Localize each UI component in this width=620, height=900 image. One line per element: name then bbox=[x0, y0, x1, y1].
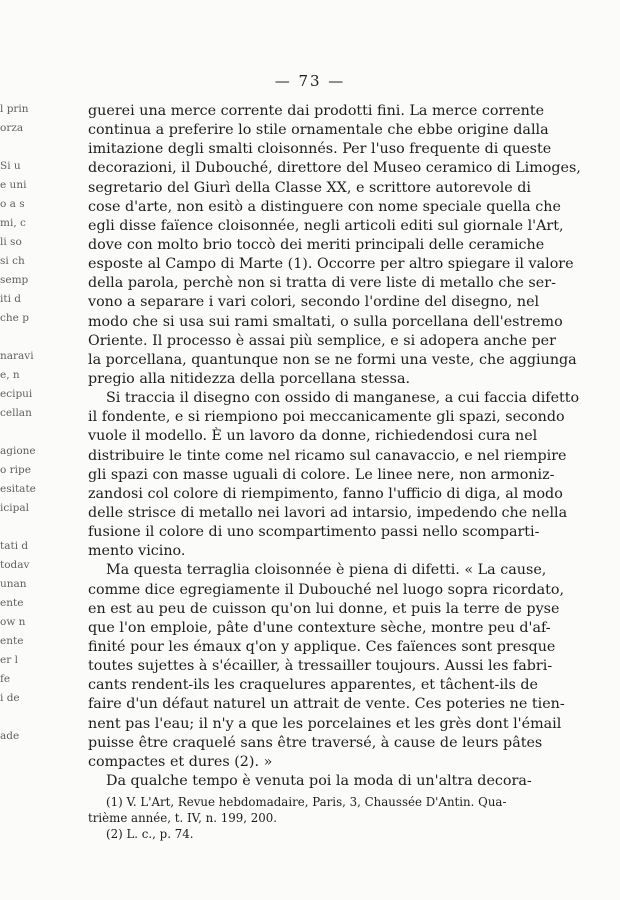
margin-fragment: ente bbox=[0, 597, 24, 609]
text-line: Si traccia il disegno con ossido di manganese, a cui faccia difetto bbox=[106, 390, 580, 407]
paragraph bbox=[88, 561, 565, 772]
text-line: guerei una merce corrente dai prodotti fini. La merce corrente bbox=[88, 103, 545, 119]
text-line: vuole il modello. È un lavoro da donne, richiedendosi cura nel bbox=[88, 428, 538, 445]
margin-fragment: mi, c bbox=[0, 217, 26, 229]
text-line: decorazioni, il Dubouché, direttore del Museo ceramico di Limoges, bbox=[88, 160, 581, 177]
text-line: zandosi col colore di riempimento, fanno l'ufficio di diga, al modo bbox=[88, 485, 563, 502]
footnote-line: (1) V. L'Art, Revue hebdomadaire, Paris, 3, Chaussée D'Antin. Qua- bbox=[106, 795, 507, 809]
text-line: nent pas l'eau; il n'y a que les porcelaines et les grès dont l'émail bbox=[88, 715, 562, 732]
text-line: distribuire le tinte come nel ricamo sul canavaccio, e nel riempire bbox=[88, 447, 567, 464]
margin-fragment: semp bbox=[0, 274, 29, 286]
margin-fragment bbox=[0, 423, 40, 442]
margin-fragment: orza bbox=[0, 122, 24, 134]
margin-fragment: si ch bbox=[0, 255, 25, 267]
text-line: fusione il colore di uno scompartimento passi nello scomparti- bbox=[88, 524, 540, 541]
text-line: egli disse faïence cloisonnée, negli articoli editi sul giornale l'Art, bbox=[88, 217, 564, 234]
text-line: delle strisce di metallo nei lavori ad intarsio, impedendo che nella bbox=[88, 504, 568, 521]
margin-fragment: er l bbox=[0, 654, 18, 666]
text-line: segretario del Giurì della Classe XX, e scrittore autorevole di bbox=[88, 179, 532, 196]
footnote-line: trième année, t. IV, n. 199, 200. bbox=[88, 811, 277, 825]
paragraph bbox=[88, 772, 532, 791]
text-line: puisse être craquelé sans être traversé, à cause de leurs pâtes bbox=[88, 734, 543, 751]
margin-fragment: esitate bbox=[0, 483, 36, 495]
text-line: toutes sujettes à s'écailler, à tressailler toujours. Aussi les fabri- bbox=[88, 658, 553, 675]
text-line: en est au peu de cuisson qu'on lui donne, et puis la terre de pyse bbox=[88, 600, 560, 617]
margin-fragment: i de bbox=[0, 692, 20, 704]
text-line: pregio alla nitidezza della porcellana stessa. bbox=[88, 370, 411, 387]
footnotes bbox=[88, 794, 507, 842]
text-line: vono a separare i vari colori, secondo l'ordine del disegno, nel bbox=[88, 294, 540, 311]
margin-fragment: naravi bbox=[0, 350, 34, 362]
margin-fragment: todav bbox=[0, 559, 30, 571]
text-line: cose d'arte, non esitò a distinguere con nome speciale quella che bbox=[88, 198, 561, 215]
page-number: — 73 — bbox=[274, 72, 346, 90]
body-text bbox=[88, 102, 581, 791]
text-line: dove con molto brio toccò dei meriti principali delle ceramiche bbox=[88, 236, 545, 253]
margin-fragment: o a s bbox=[0, 198, 25, 210]
margin-bleed-text bbox=[0, 100, 40, 746]
paragraph bbox=[88, 389, 580, 561]
margin-fragment: o ripe bbox=[0, 464, 31, 476]
margin-fragment: fe bbox=[0, 673, 11, 685]
text-line: mento vicino. bbox=[88, 543, 186, 560]
margin-fragment bbox=[0, 138, 40, 157]
text-line: comme dice egregiamente il Dubouché nel luogo sopra ricordato, bbox=[88, 581, 565, 598]
margin-fragment: ente bbox=[0, 635, 24, 647]
paragraph bbox=[88, 102, 581, 389]
text-line: esposte al Campo di Marte (1). Occorre per altro spiegare il valore bbox=[88, 256, 574, 273]
margin-fragment bbox=[0, 518, 40, 537]
text-line: Oriente. Il processo è assai più semplice, e si adopera anche per bbox=[88, 332, 556, 349]
text-line: Da qualche tempo è venuta poi la moda di un'altra decora- bbox=[106, 772, 532, 789]
margin-fragment: ade bbox=[0, 730, 20, 742]
text-line: compactes et dures (2). » bbox=[88, 753, 273, 770]
text-line: la porcellana, quantunque non se ne formi una veste, che aggiunga bbox=[88, 351, 577, 368]
margin-fragment bbox=[0, 328, 40, 347]
margin-fragment: icipal bbox=[0, 502, 29, 514]
text-line: cants rendent-ils les craquelures apparentes, et tâchent-ils de bbox=[88, 677, 538, 694]
text-line: gli spazi con masse uguali di colore. Le linee nere, non armoniz- bbox=[88, 466, 555, 483]
margin-fragment: che p bbox=[0, 312, 29, 324]
text-line: il fondente, e si riempiono poi meccanicamente gli spazi, secondo bbox=[88, 409, 565, 426]
margin-fragment: unan bbox=[0, 578, 27, 590]
margin-fragment bbox=[0, 708, 40, 727]
text-line: continua a preferire lo stile ornamentale che ebbe origine dalla bbox=[88, 122, 549, 139]
margin-fragment: ow n bbox=[0, 616, 26, 628]
text-line: faire d'un défaut naturel un attrait de vente. Ces poteries ne tien- bbox=[88, 696, 565, 713]
margin-fragment: li so bbox=[0, 236, 22, 248]
margin-fragment: Si u bbox=[0, 160, 21, 172]
margin-fragment: l prin bbox=[0, 103, 29, 115]
margin-fragment: e, n bbox=[0, 369, 20, 381]
text-line: finité pour les émaux q'on y applique. Ces faïences sont presque bbox=[88, 638, 556, 655]
margin-fragment: e uni bbox=[0, 179, 27, 191]
margin-fragment: tati d bbox=[0, 540, 29, 552]
text-line: que l'on emploie, pâte d'une contexture sèche, montre peu d'af- bbox=[88, 619, 551, 636]
text-line: della parola, perchè non si tratta di vere liste di metallo che ser- bbox=[88, 275, 556, 292]
footnote-line: (2) L. c., p. 74. bbox=[106, 827, 194, 841]
margin-fragment: cellan bbox=[0, 407, 32, 419]
text-line: imitazione degli smalti cloisonnés. Per l'uso frequente di queste bbox=[88, 141, 552, 158]
margin-fragment: iti d bbox=[0, 293, 21, 305]
margin-fragment: ecipui bbox=[0, 388, 33, 400]
text-line: modo che si usa sui rami smaltati, o sulla porcellana dell'estremo bbox=[88, 313, 563, 330]
text-line: Ma questa terraglia cloisonnée è piena di difetti. « La cause, bbox=[106, 562, 547, 579]
margin-fragment: agione bbox=[0, 445, 36, 457]
